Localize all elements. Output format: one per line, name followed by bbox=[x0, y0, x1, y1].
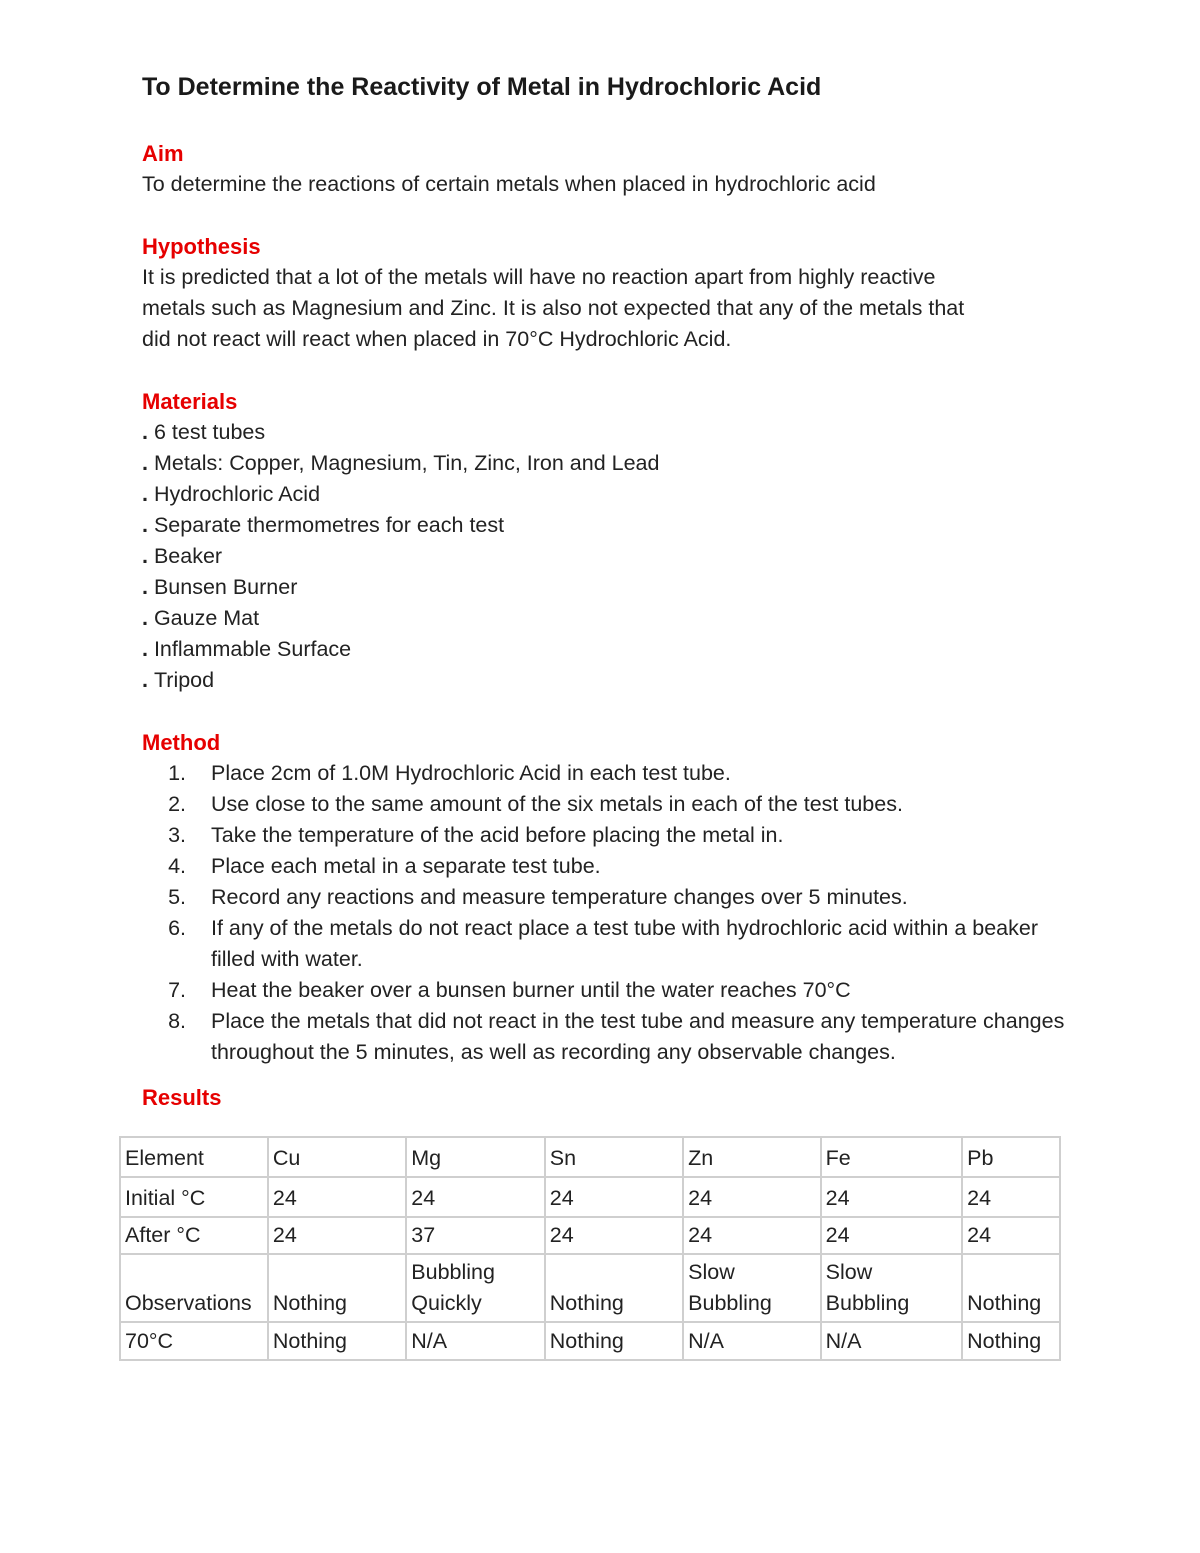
table-cell: Observations bbox=[120, 1254, 268, 1322]
hypothesis-line: did not react will react when placed in 70°C Hydrochloric Acid. bbox=[142, 327, 732, 351]
table-cell: Nothing bbox=[962, 1254, 1060, 1322]
table-cell: 24 bbox=[683, 1217, 821, 1254]
table-cell: Pb bbox=[962, 1137, 1060, 1177]
hypothesis-line: It is predicted that a lot of the metals will have no reaction apart from highly reactive bbox=[142, 265, 936, 289]
table-cell: Bubbling Quickly bbox=[406, 1254, 545, 1322]
table-cell: Nothing bbox=[545, 1322, 683, 1360]
hypothesis-heading: Hypothesis bbox=[142, 234, 261, 259]
step-number: 4. bbox=[168, 854, 186, 878]
materials-item: . Inflammable Surface bbox=[142, 634, 1082, 665]
step-text: Take the temperature of the acid before placing the metal in. bbox=[211, 823, 784, 847]
materials-item: . Gauze Mat bbox=[142, 603, 1082, 634]
table-cell: Slow Bubbling bbox=[821, 1254, 962, 1322]
aim-heading: Aim bbox=[142, 141, 184, 166]
step-number: 8. bbox=[168, 1009, 186, 1033]
step-number: 1. bbox=[168, 761, 186, 785]
table-cell: Initial °C bbox=[120, 1177, 268, 1217]
hypothesis-line: metals such as Magnesium and Zinc. It is also not expected that any of the metals that bbox=[142, 296, 965, 320]
method-list bbox=[142, 758, 1082, 1068]
method-step bbox=[142, 820, 1082, 851]
table-cell: 24 bbox=[962, 1217, 1060, 1254]
step-text: Place each metal in a separate test tube. bbox=[211, 854, 601, 878]
materials-item: . Hydrochloric Acid bbox=[142, 479, 1082, 510]
materials-item: . Beaker bbox=[142, 541, 1082, 572]
document-body bbox=[142, 68, 1082, 1113]
table-cell: 24 bbox=[268, 1177, 406, 1217]
table-cell: 24 bbox=[545, 1177, 683, 1217]
step-text: Place the metals that did not react in the test tube and measure any temperature changes throughout the 5 minutes, as well as recording any observable changes. bbox=[211, 1009, 1065, 1064]
table-cell: 24 bbox=[268, 1217, 406, 1254]
document-title: To Determine the Reactivity of Metal in Hydrochloric Acid bbox=[142, 73, 822, 101]
materials-item: . Bunsen Burner bbox=[142, 572, 1082, 603]
table-cell: 24 bbox=[406, 1177, 545, 1217]
method-step bbox=[142, 789, 1082, 820]
table-cell: Fe bbox=[821, 1137, 962, 1177]
table-row-70c bbox=[120, 1322, 1060, 1360]
table-cell: Element bbox=[120, 1137, 268, 1177]
step-number: 6. bbox=[168, 916, 186, 940]
table-cell: Mg bbox=[406, 1137, 545, 1177]
method-step bbox=[142, 975, 1082, 1006]
table-cell: 37 bbox=[406, 1217, 545, 1254]
table-cell: Sn bbox=[545, 1137, 683, 1177]
method-step bbox=[142, 1006, 1082, 1068]
table-row-observations bbox=[120, 1254, 1060, 1322]
step-text: Use close to the same amount of the six metals in each of the test tubes. bbox=[211, 792, 903, 816]
table-cell: Cu bbox=[268, 1137, 406, 1177]
table-cell: After °C bbox=[120, 1217, 268, 1254]
aim-text: To determine the reactions of certain metals when placed in hydrochloric acid bbox=[142, 172, 876, 196]
method-step bbox=[142, 913, 1082, 975]
step-number: 7. bbox=[168, 978, 186, 1002]
table-cell: Nothing bbox=[268, 1322, 406, 1360]
table-cell: 24 bbox=[683, 1177, 821, 1217]
table-cell: Slow Bubbling bbox=[683, 1254, 821, 1322]
table-cell: 70°C bbox=[120, 1322, 268, 1360]
materials-item: . Separate thermometres for each test bbox=[142, 510, 1082, 541]
table-cell: N/A bbox=[821, 1322, 962, 1360]
step-number: 3. bbox=[168, 823, 186, 847]
materials-item: . Metals: Copper, Magnesium, Tin, Zinc, Iron and Lead bbox=[142, 448, 1082, 479]
method-step bbox=[142, 882, 1082, 913]
table-row-after bbox=[120, 1217, 1060, 1254]
table-cell: 24 bbox=[545, 1217, 683, 1254]
table-cell: Nothing bbox=[962, 1322, 1060, 1360]
materials-item: . 6 test tubes bbox=[142, 417, 1082, 448]
step-number: 2. bbox=[168, 792, 186, 816]
materials-item: . Tripod bbox=[142, 665, 1082, 696]
results-table bbox=[119, 1136, 1061, 1361]
table-row-element bbox=[120, 1137, 1060, 1177]
table-cell: 24 bbox=[821, 1177, 962, 1217]
table-row-initial bbox=[120, 1177, 1060, 1217]
materials-list bbox=[142, 417, 1082, 696]
step-text: Place 2cm of 1.0M Hydrochloric Acid in each test tube. bbox=[211, 761, 731, 785]
table-cell: N/A bbox=[683, 1322, 821, 1360]
step-text: Heat the beaker over a bunsen burner until the water reaches 70°C bbox=[211, 978, 851, 1002]
step-text: If any of the metals do not react place a test tube with hydrochloric acid within a beaker filled with water. bbox=[211, 916, 1039, 971]
table-cell: Nothing bbox=[268, 1254, 406, 1322]
table-cell: Zn bbox=[683, 1137, 821, 1177]
table-cell: Nothing bbox=[545, 1254, 683, 1322]
results-heading: Results bbox=[142, 1085, 222, 1110]
table-cell: N/A bbox=[406, 1322, 545, 1360]
table-cell: 24 bbox=[821, 1217, 962, 1254]
step-number: 5. bbox=[168, 885, 186, 909]
materials-heading: Materials bbox=[142, 389, 238, 414]
method-heading: Method bbox=[142, 730, 221, 755]
method-step bbox=[142, 851, 1082, 882]
method-step bbox=[142, 758, 1082, 789]
table-cell: 24 bbox=[962, 1177, 1060, 1217]
step-text: Record any reactions and measure temperature changes over 5 minutes. bbox=[211, 885, 908, 909]
